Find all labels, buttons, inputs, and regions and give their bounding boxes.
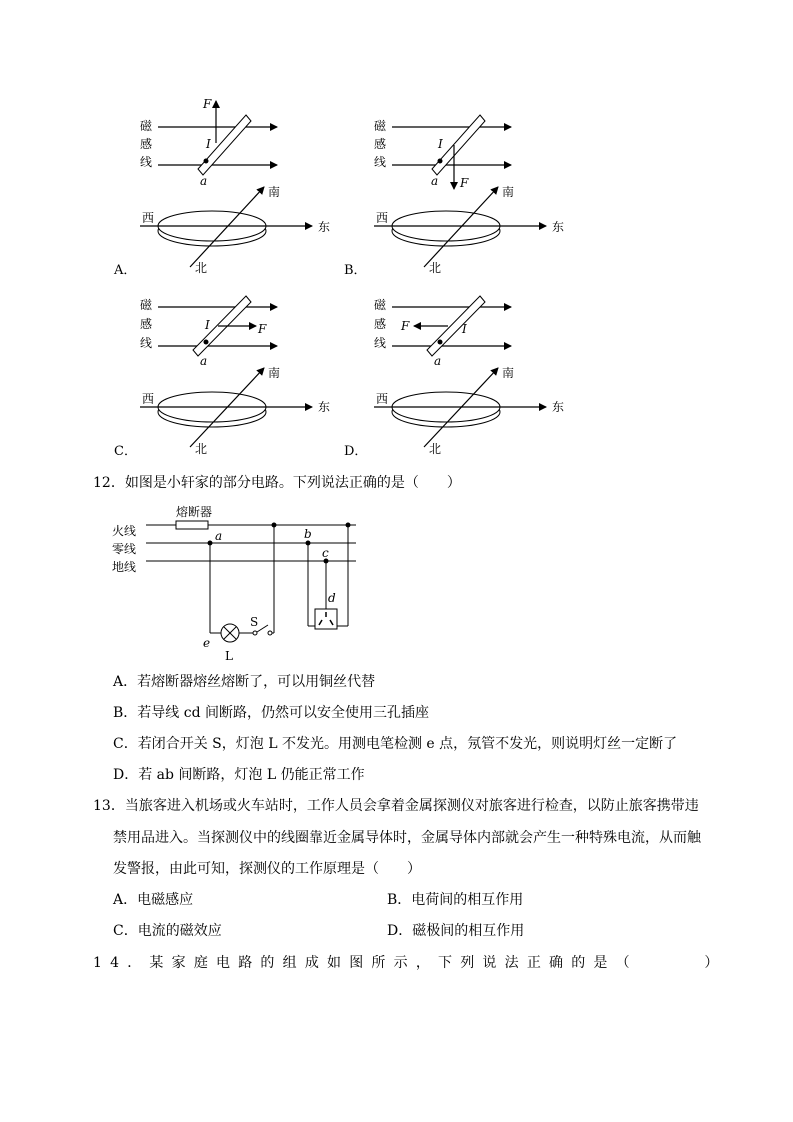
q11-a-north-label: 北	[195, 261, 208, 275]
q11-b-south-label: 南	[502, 185, 515, 199]
q11-d-current-label: I	[462, 322, 467, 336]
q11-option-d	[344, 292, 574, 462]
q11-b-field-char-1: 磁	[374, 119, 387, 133]
q11-a-field-char-2: 感	[140, 137, 153, 151]
q11-b-field-char-3: 线	[374, 155, 387, 169]
q13-option-b[interactable]: B．电荷间的相互作用	[387, 892, 524, 908]
q11-d-field-char-2: 感	[374, 317, 387, 331]
q11-b-north-label: 北	[429, 261, 442, 275]
q11-c-field-char-1: 磁	[140, 298, 153, 312]
q11-a-point-label: a	[200, 174, 208, 188]
q12-circuit-diagram	[110, 500, 370, 665]
q11-d-field-char-3: 线	[374, 336, 387, 350]
q12-live-wire-label: 火线	[112, 524, 137, 538]
q11-a-field-char-3: 线	[140, 155, 153, 169]
q13-option-c[interactable]: C．电流的磁效应	[113, 923, 222, 939]
q11-d-south-label: 南	[502, 366, 515, 380]
q11-a-south-label: 南	[268, 185, 281, 199]
q11-a-field-char-1: 磁	[140, 119, 153, 133]
q11-d-diagram	[374, 292, 574, 462]
q11-d-east-label: 东	[552, 400, 565, 414]
q12-circuit-figure	[110, 500, 370, 665]
q11-d-point-label: a	[434, 354, 442, 368]
q11-b-west-label: 西	[376, 211, 389, 225]
q11-a-diagram	[140, 95, 340, 280]
q12-point-a: a	[215, 529, 223, 543]
q11-b-east-label: 东	[552, 220, 565, 234]
q11-b-point-label: a	[431, 174, 439, 188]
q11-option-b	[344, 95, 574, 280]
q11-c-west-label: 西	[142, 392, 155, 406]
q12-switch-label: S	[250, 615, 259, 629]
q11-b-letter[interactable]: B．	[344, 263, 367, 278]
q12-point-d: d	[328, 591, 336, 605]
q12-point-c: c	[322, 546, 329, 560]
q11-b-field-char-2: 感	[374, 137, 387, 151]
q11-d-force-label: F	[401, 319, 410, 333]
q11-d-letter[interactable]: D．	[344, 444, 368, 459]
q13-option-a[interactable]: A．电磁感应	[113, 892, 194, 908]
q11-c-diagram	[140, 292, 340, 462]
q12-fuse-label: 熔断器	[176, 505, 213, 519]
q11-d-west-label: 西	[376, 392, 389, 406]
q12-point-b: b	[304, 527, 312, 541]
q12-option-a[interactable]: A．若熔断器熔丝熔断了，可以用铜丝代替	[113, 674, 376, 690]
q11-c-south-label: 南	[268, 366, 281, 380]
q11-a-force-label: F	[203, 97, 212, 111]
q12-point-e: e	[203, 636, 211, 650]
q13-stem-line-2: 禁用品进入。当探测仪中的线圈靠近金属导体时，金属导体内部就会产生一种特殊电流，从而触	[113, 830, 701, 846]
q12-neutral-wire-label: 零线	[112, 542, 137, 556]
q11-c-field-char-2: 感	[140, 317, 153, 331]
q12-stem: 12．如图是小轩家的部分电路。下列说法正确的是（ ）	[93, 475, 461, 491]
q11-d-north-label: 北	[429, 442, 442, 456]
q11-option-a	[114, 95, 340, 280]
q11-c-north-label: 北	[195, 442, 208, 456]
q13-option-d[interactable]: D．磁极间的相互作用	[387, 923, 525, 939]
q11-c-current-label: I	[205, 318, 210, 332]
q12-option-c[interactable]: C．若闭合开关 S，灯泡 L 不发光。用测电笔检测 e 点，氖管不发光，则说明灯丝一定断了	[113, 736, 678, 752]
q11-b-force-label: F	[460, 176, 469, 190]
q11-d-field-char-1: 磁	[374, 298, 387, 312]
q11-c-east-label: 东	[318, 400, 331, 414]
q11-option-c	[114, 292, 340, 462]
q12-ground-wire-label: 地线	[112, 560, 137, 574]
q11-c-point-label: a	[200, 354, 208, 368]
q11-c-letter[interactable]: C．	[114, 444, 137, 459]
q11-c-field-char-3: 线	[140, 336, 153, 350]
q12-lamp-label: L	[225, 649, 233, 663]
q13-stem-line-1: 13．当旅客进入机场或火车站时，工作人员会拿着金属探测仪对旅客进行检查，以防止旅客携带违	[93, 798, 699, 814]
q11-a-west-label: 西	[142, 211, 155, 225]
q11-b-diagram	[374, 95, 574, 280]
q14-stem: 14．某家庭电路的组成如图所示，下列说法正确的是（ ）	[93, 955, 727, 971]
q11-a-letter[interactable]: A．	[114, 263, 137, 278]
q11-c-force-label: F	[258, 322, 267, 336]
q12-option-b[interactable]: B．若导线 cd 间断路，仍然可以安全使用三孔插座	[113, 705, 429, 721]
q11-a-east-label: 东	[318, 220, 331, 234]
q11-a-current-label: I	[206, 137, 211, 151]
q12-option-d[interactable]: D．若 ab 间断路，灯泡 L 仍能正常工作	[113, 767, 365, 783]
q11-b-current-label: I	[438, 137, 443, 151]
q13-stem-line-3: 发警报，由此可知，探测仪的工作原理是（ ）	[113, 861, 421, 877]
